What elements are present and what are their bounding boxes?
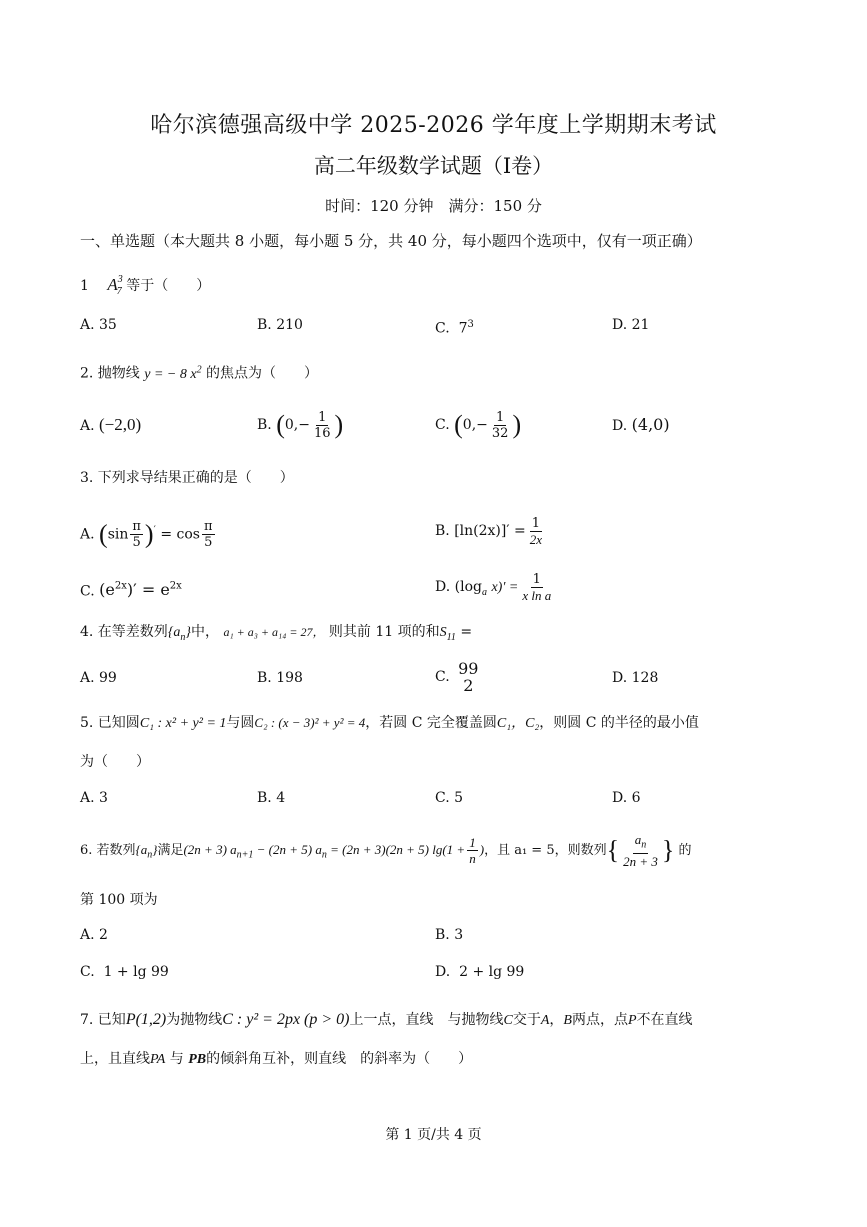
q5-option-a: A. 3 [80, 790, 108, 806]
page-footer: 第 1 页/共 4 页 [385, 1127, 482, 1143]
question-6-line2: 第 100 项为 [80, 892, 158, 908]
question-2: 2. 抛物线 y = − 8 $x^2$ 的焦点为（ ） [80, 364, 319, 382]
question-3: 3. 下列求导结果正确的是（ ） [80, 470, 294, 486]
question-4: 4. 在等差数列$\{a_n\}$中， a₁ + a₃ + a₁₄ = 27， 则其前 11 项的和$S_{11}$ = [80, 624, 473, 643]
question-1 [80, 270, 210, 302]
q6-option-c: C. 1 + lg 99 [80, 964, 169, 980]
q6-option-b: B. 3 [435, 927, 464, 943]
q6-option-a: A. 2 [80, 927, 108, 943]
q3-option-a: A. (sin $\frac{\pi}{5}$ )′ = cos $\frac{\pi}{5}$ [80, 519, 213, 551]
q1-option-a: A. 35 [80, 317, 117, 333]
question-5: 5. 已知圆C₁ : x² + y² = 1与圆C₂ : (x − 3)² + y² = 4，若圆 C 完全覆盖圆C₁，C₂，则圆 C 的半径的最小值 [80, 715, 699, 731]
q1-text: 等于（ ） [126, 278, 211, 294]
q5-option-c: C. 5 [435, 790, 464, 806]
question-6: 6. 若数列$\{a_n\}$满足(2n + 3) $a_{n+1} - (2n + 5) a_n = (2n + 3)(2n + 5) \lg(1$ + $\frac{1}{n}$ )，且 a₁ = 5，则数列{ $\frac{a_n}{2n + 3}$ } 的 [80, 832, 692, 869]
section-heading: 一、单选题（本大题共 8 小题，每小题 5 分，共 40 分，每小题四个选项中，仅有一项正确） [80, 232, 702, 250]
q4-option-d: D. 128 [612, 670, 659, 686]
q5-option-d: D. 6 [612, 790, 641, 806]
q4-option-b: B. 198 [257, 670, 303, 686]
q2-option-d: D. (4,0) [612, 415, 670, 434]
q2-equation: y = − 8 $x^2$ [144, 364, 202, 382]
q2-option-a: A. (−2,0) [80, 415, 142, 434]
exam-subtitle: 高二年级数学试题（Ⅰ卷） [313, 154, 554, 178]
q1-number: 1 [80, 278, 89, 294]
q3-option-b: B. [ln(2x)]′ = $\frac{1}{2x}$ [435, 515, 542, 547]
q1-option-b: B. 210 [257, 317, 303, 333]
question-5-line2: 为（ ） [80, 754, 150, 770]
q1-option-d: D. 21 [612, 317, 650, 333]
q6-option-d: D. 2 + lg 99 [435, 964, 525, 980]
q3-option-d: D. ($\log_a$ x)′ = $\frac{1}{\text{x ln a}}$ [435, 571, 552, 603]
q4-option-a: A. 99 [80, 670, 117, 686]
question-7: 7. 已知P(1,2)为抛物线C : y² = 2px (p > 0)上一点，直线 与抛物线C交于A，B两点，点P不在直线 [80, 1011, 693, 1028]
question-7-line2: 上，且直线PA 与 PB的倾斜角互补，则直线 的斜率为（ ） [80, 1051, 473, 1067]
q1-expr: $A^3_7$ [107, 274, 123, 298]
q3-option-c: C. $(e^{2x})' = e^{2x}$ [80, 580, 182, 600]
q4-option-c: C. 99 2 [435, 659, 479, 695]
q5-option-b: B. 4 [257, 790, 286, 806]
q1-option-c: C. $7^3$ [435, 319, 474, 337]
q2-option-c: C. (0,− $\frac{1}{32}$ ) [435, 409, 522, 441]
exam-title: 哈尔滨德强高级中学 2025-2026 学年度上学期期末考试 [150, 113, 717, 138]
q2-option-b: B. (0,− $\frac{1}{16}$ ) [257, 409, 344, 441]
exam-meta: 时间：120 分钟 满分：150 分 [325, 197, 542, 215]
